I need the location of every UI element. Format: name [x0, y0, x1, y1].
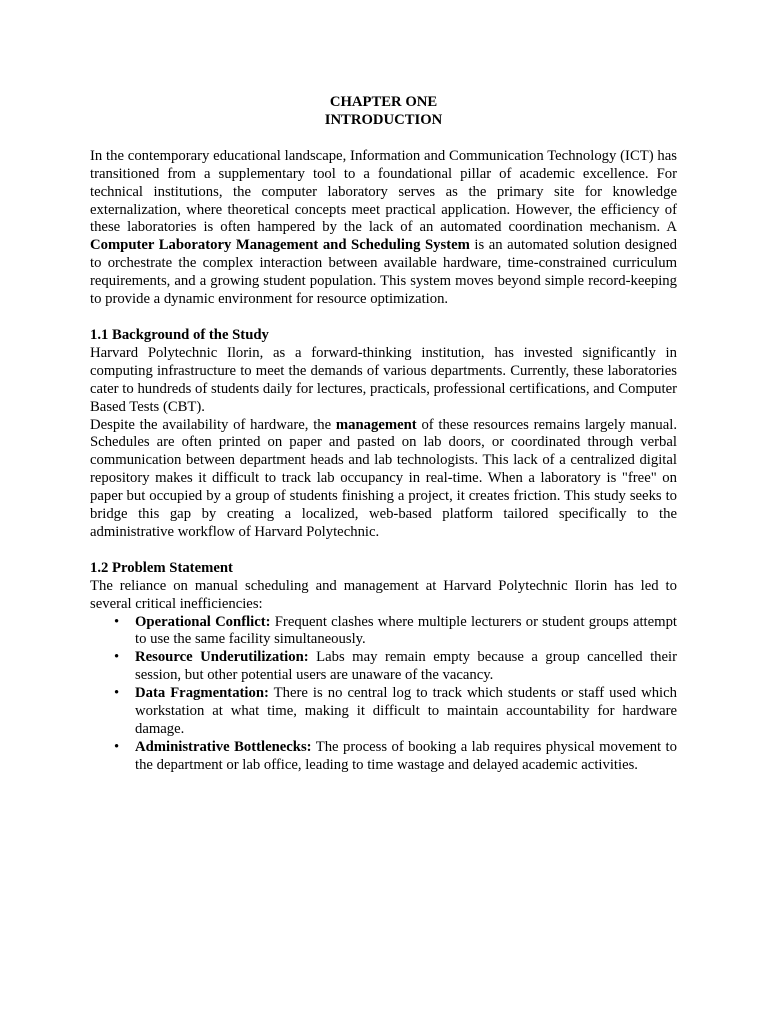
chapter-title: INTRODUCTION	[324, 111, 443, 128]
intro-paragraph	[90, 148, 677, 309]
issue-text: Labs may remain empty because a group cancelled their session, but other potential users are unaware of the vacancy.	[135, 649, 677, 684]
list-item	[135, 649, 677, 685]
background-paragraph-1: Harvard Polytechnic Ilorin, as a forward-thinking institution, has invested significantly in computing infrastructure to meet the demands of various departments. Currently, these laboratories cater to hundreds of students daily for lectures, practicals, professional certifications, and Computer Based Tests (CBT).	[90, 344, 677, 415]
problem-list	[90, 614, 677, 775]
chapter-heading	[90, 94, 677, 130]
problem-heading: 1.2 Problem Statement	[90, 559, 233, 576]
background-heading: 1.1 Background of the Study	[90, 326, 269, 343]
list-item	[135, 739, 677, 775]
intro-text-before: In the contemporary educational landscape, Information and Communication Technology (ICT) has transitioned from a supplementary tool to a foundational pillar of academic excellence. For technical institutions, the computer laboratory serves as the primary site for knowledge externalization, where theoretical concepts meet practical application. However, the efficiency of these laboratories is often hampered by the lack of an automated coordination mechanism. A	[90, 147, 677, 236]
system-name: Computer Laboratory Management and Scheduling System	[90, 237, 470, 254]
list-item	[135, 614, 677, 650]
list-item	[135, 685, 677, 739]
background-paragraph-2	[90, 417, 677, 542]
issue-term: Data Fragmentation:	[135, 685, 269, 702]
issue-term: Resource Underutilization:	[135, 649, 309, 666]
background-text-before: Despite the availability of hardware, the	[90, 416, 336, 433]
issue-term: Operational Conflict:	[135, 613, 271, 630]
document-body	[90, 94, 677, 775]
issue-text: The process of booking a lab requires physical movement to the department or lab office, leading to time wastage and delayed academic activities.	[135, 738, 677, 773]
problem-lead: The reliance on manual scheduling and management at Harvard Polytechnic Ilorin has led to several critical inefficiencies:	[90, 577, 677, 612]
chapter-number: CHAPTER ONE	[329, 94, 438, 110]
issue-text: Frequent clashes where multiple lecturers or student groups attempt to use the same facility simultaneously.	[135, 613, 678, 648]
background-text-after: of these resources remains largely manual. Schedules are often printed on paper and pasted on lab doors, or coordinated through verbal communication between department heads and lab technologists. This lack of a centralized digital repository makes it difficult to track lab occupancy in real-time. When a laboratory is "free" on paper but occupied by a group of students finishing a project, it creates friction. This study seeks to bridge this gap by creating a localized, web-based platform tailored specifically to the administrative workflow of Harvard Polytechnic.	[90, 416, 677, 540]
issue-text: There is no central log to track which students or staff used which workstation at what time, making it difficult to maintain accountability for hardware damage.	[135, 685, 677, 737]
management-term: management	[335, 416, 417, 433]
issue-term: Administrative Bottlenecks:	[135, 738, 312, 755]
intro-text-after: is an automated solution designed to orchestrate the complex interaction between available hardware, time-constrained curriculum requirements, and a growing student population. This system moves beyond simple record-keeping to provide a dynamic environment for resource optimization.	[90, 237, 677, 308]
